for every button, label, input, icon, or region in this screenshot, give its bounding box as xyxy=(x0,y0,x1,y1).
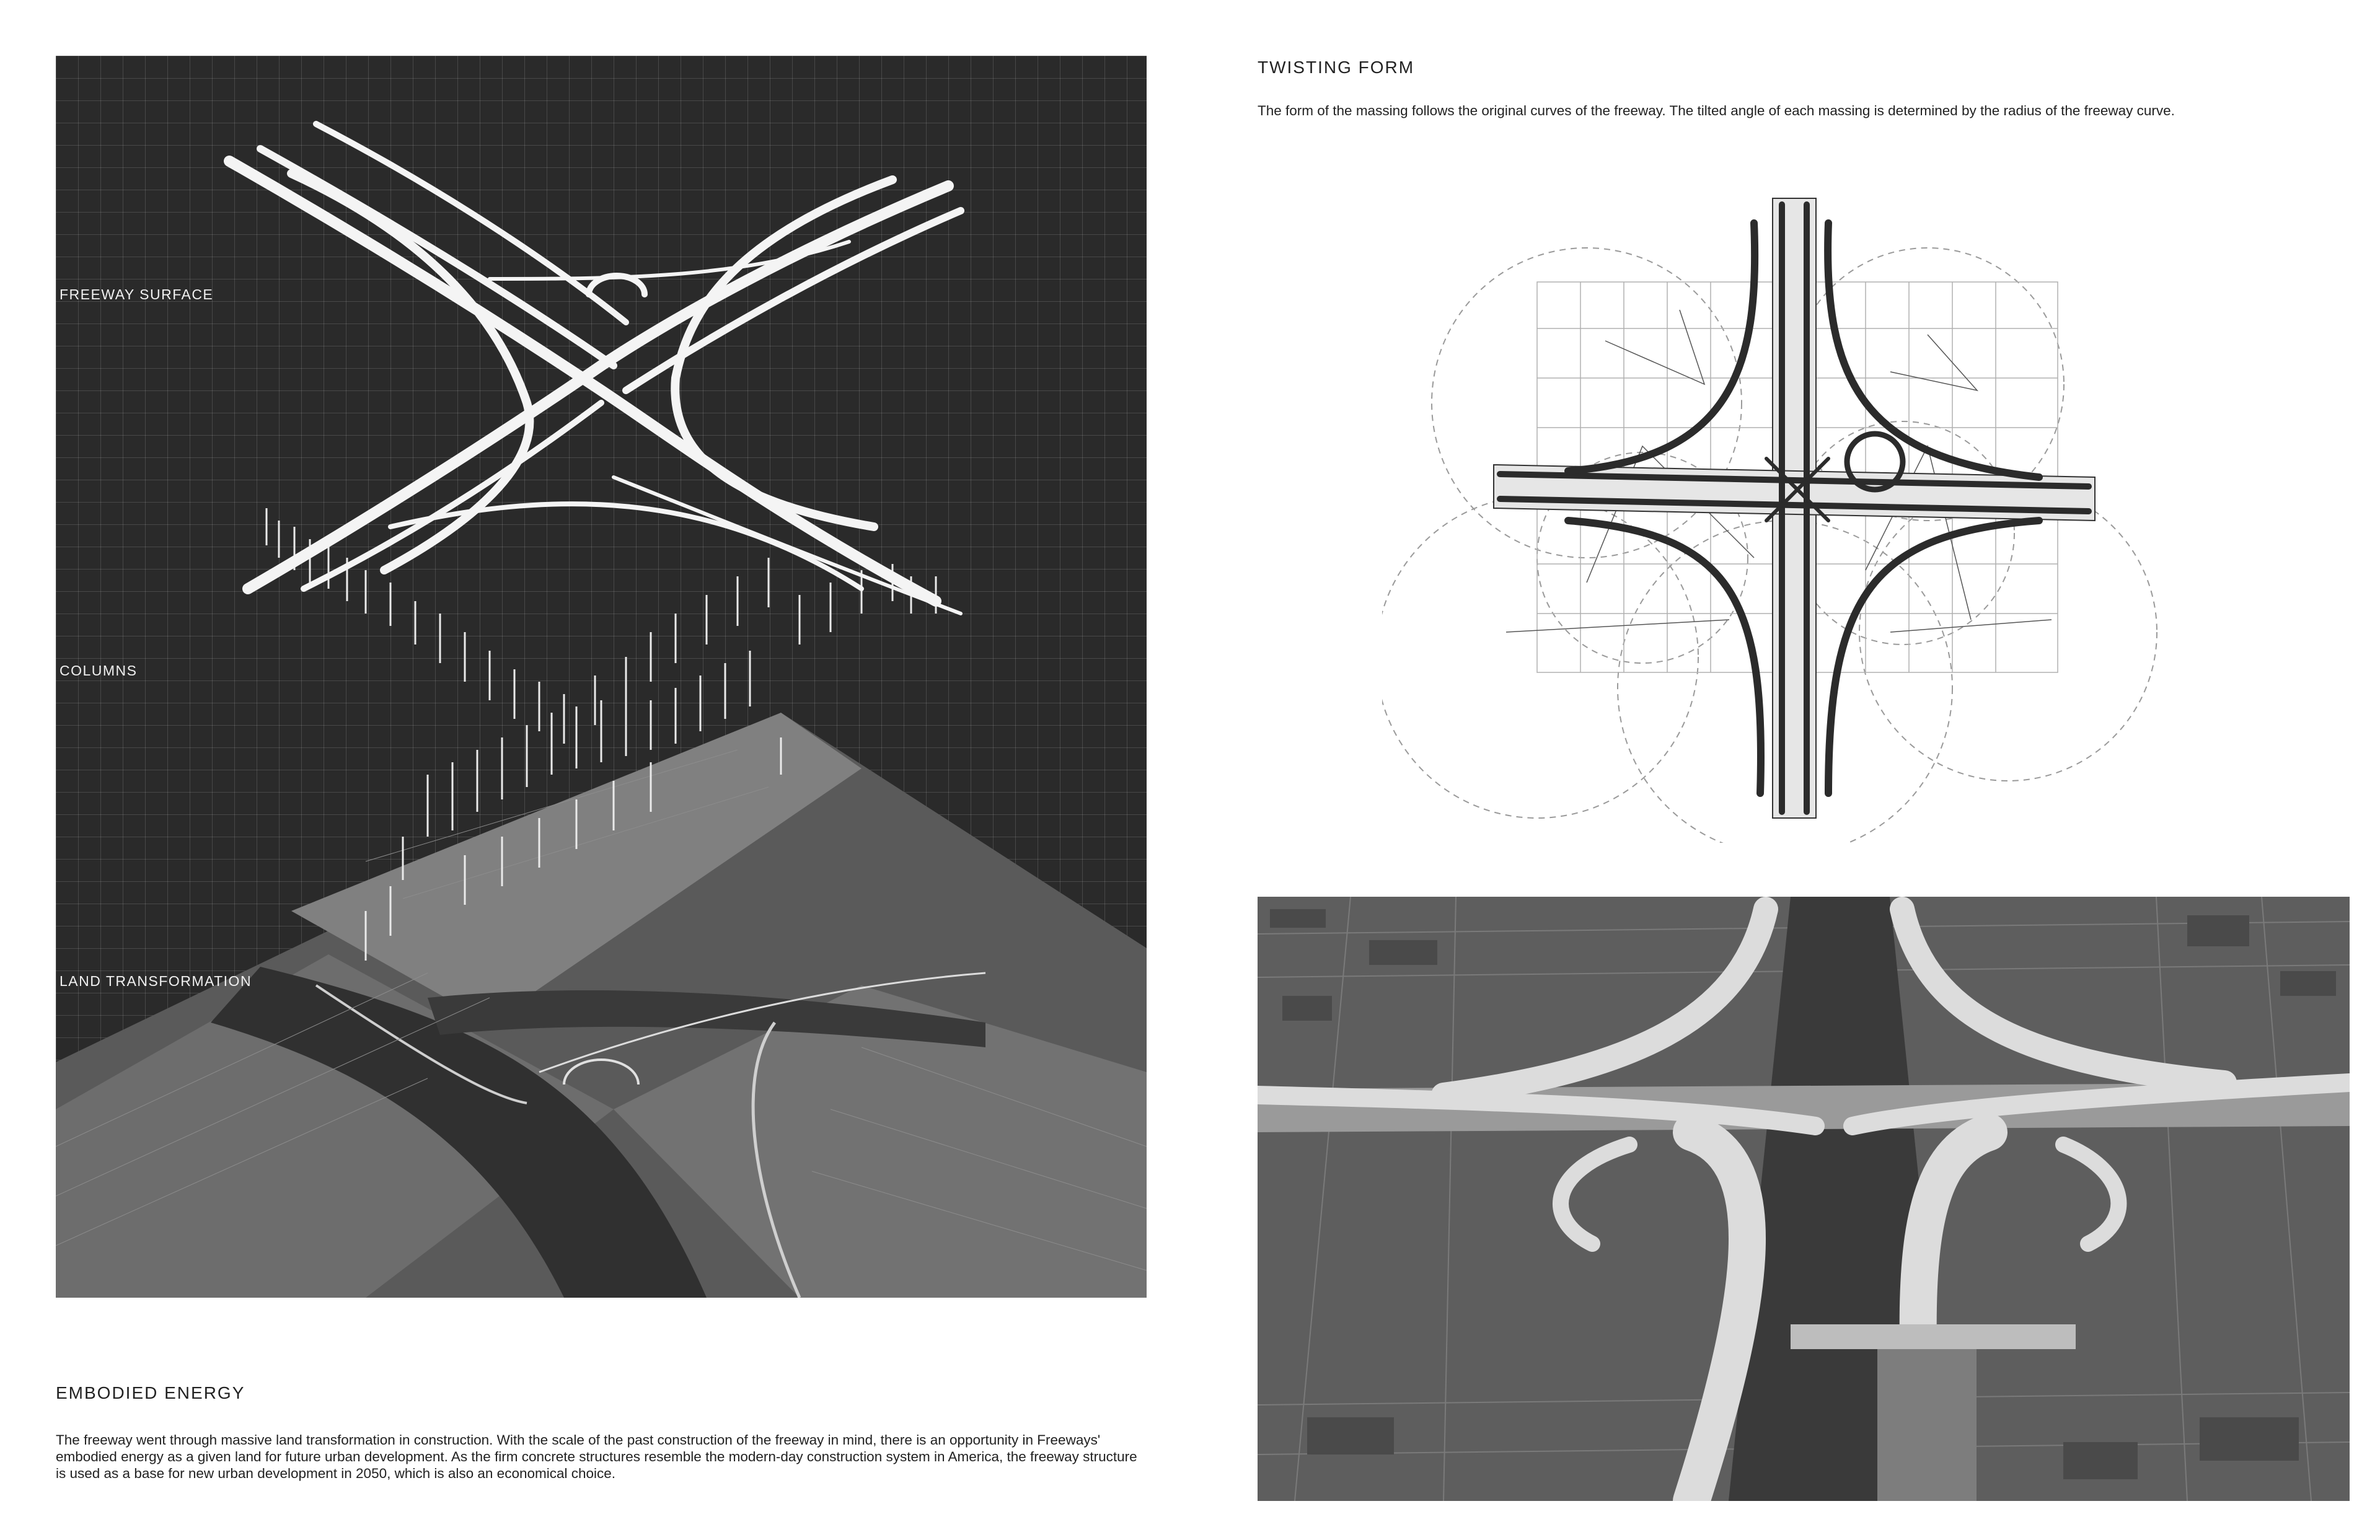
twisting-form-body: The form of the massing follows the original curves of the freeway. The tilted angle of each massing is determined by the radius of the freeway curve. xyxy=(1258,103,2175,118)
twisting-form-plan-diagram xyxy=(1382,186,2188,843)
embodied-energy-heading: EMBODIED ENERGY xyxy=(56,1383,245,1402)
plan-drawing xyxy=(1382,186,2188,843)
overpass-bridge xyxy=(1791,1324,2076,1349)
freeway-surface-label: FREEWAY SURFACE xyxy=(60,286,214,302)
exploded-axon-drawing xyxy=(56,56,1147,1298)
twisting-form-heading: TWISTING FORM xyxy=(1258,58,1415,77)
land-transformation-label: LAND TRANSFORMATION xyxy=(60,973,252,989)
exploded-axon-panel xyxy=(56,56,1147,1298)
aerial-render-drawing xyxy=(1258,897,2350,1501)
embodied-energy-body: The freeway went through massive land transformation in construction. With the scale of the past construction of the freeway in mind, there is an opportunity in Freeways' embodied energy as a given land for future urban development. As the firm concrete structures resemble the modern-day construction system in America, the freeway structure is used as a base for new urban development in 2050, which is also an economical choice. xyxy=(56,1432,1137,1481)
radius-circles xyxy=(1382,248,2157,843)
aerial-render-image xyxy=(1258,897,2350,1501)
freeway-lanes xyxy=(1877,1349,1977,1501)
columns-label: COLUMNS xyxy=(60,662,138,679)
freeway-surface-ramps xyxy=(229,124,961,614)
land-plane xyxy=(56,713,1147,1298)
